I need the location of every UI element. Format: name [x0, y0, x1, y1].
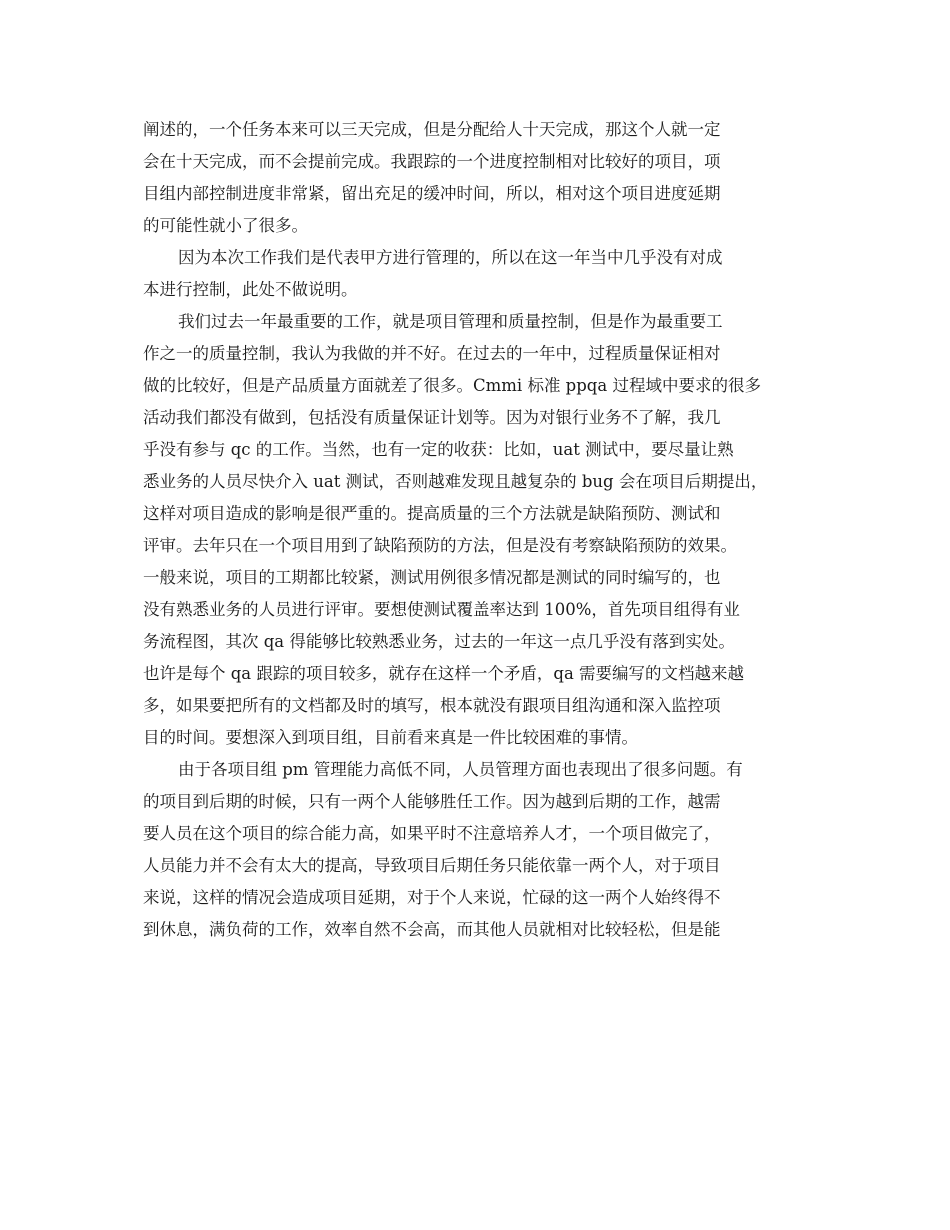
text-line: 阐述的，一个任务本来可以三天完成，但是分配给人十天完成，那这个人就一定: [143, 120, 721, 139]
text-line: 到休息，满负荷的工作，效率自然不会高，而其他人员就相对比较轻松，但是能: [143, 920, 721, 939]
document-body: [143, 114, 833, 946]
text-line: 悉业务的人员尽快介入 uat 测试，否则越难发现且越复杂的 bug 会在项目后期提出，: [143, 472, 768, 491]
text-line: 本进行控制，此处不做说明。: [143, 280, 358, 299]
paragraph: [143, 242, 833, 306]
text-line: 作之一的质量控制，我认为我做的并不好。在过去的一年中，过程质量保证相对: [143, 344, 721, 363]
text-line: 做的比较好，但是产品质量方面就差了很多。Cmmi 标准 ppqa 过程域中要求的很多: [143, 376, 761, 395]
text-line: 评审。去年只在一个项目用到了缺陷预防的方法，但是没有考察缺陷预防的效果。: [143, 536, 737, 555]
text-line: 会在十天完成，而不会提前完成。我跟踪的一个进度控制相对比较好的项目，项: [143, 152, 721, 171]
text-line: 活动我们都没有做到，包括没有质量保证计划等。因为对银行业务不了解，我几: [143, 408, 721, 427]
text-line: 的项目到后期的时候，只有一两个人能够胜任工作。因为越到后期的工作，越需: [143, 792, 721, 811]
text-line: 目组内部控制进度非常紧，留出充足的缓冲时间，所以，相对这个项目进度延期: [143, 184, 721, 203]
paragraph: [143, 754, 833, 946]
text-line: 目的时间。要想深入到项目组，目前看来真是一件比较困难的事情。: [143, 728, 638, 747]
text-line: 也许是每个 qa 跟踪的项目较多，就存在这样一个矛盾，qa 需要编写的文档越来越: [143, 664, 745, 683]
text-line: 由于各项目组 pm 管理能力高低不同，人员管理方面也表现出了很多问题。有: [178, 760, 743, 779]
text-line: 人员能力并不会有太大的提高，导致项目后期任务只能依靠一两个人，对于项目: [143, 856, 721, 875]
text-line: 因为本次工作我们是代表甲方进行管理的，所以在这一年当中几乎没有对成: [178, 248, 723, 267]
text-line: 要人员在这个项目的综合能力高，如果平时不注意培养人才，一个项目做完了，: [143, 824, 721, 843]
text-line: 我们过去一年最重要的工作，就是项目管理和质量控制，但是作为最重要工: [178, 312, 723, 331]
text-line: 务流程图，其次 qa 得能够比较熟悉业务，过去的一年这一点几乎没有落到实处。: [143, 632, 735, 651]
text-line: 一般来说，项目的工期都比较紧，测试用例很多情况都是测试的同时编写的，也: [143, 568, 721, 587]
paragraph: [143, 114, 833, 242]
text-line: 的可能性就小了很多。: [143, 216, 308, 235]
text-line: 没有熟悉业务的人员进行评审。要想使测试覆盖率达到 100%，首先项目组得有业: [143, 600, 740, 619]
text-line: 这样对项目造成的影响是很严重的。提高质量的三个方法就是缺陷预防、测试和: [143, 504, 721, 523]
text-line: 多，如果要把所有的文档都及时的填写，根本就没有跟项目组沟通和深入监控项: [143, 696, 721, 715]
text-line: 来说，这样的情况会造成项目延期，对于个人来说，忙碌的这一两个人始终得不: [143, 888, 721, 907]
paragraph: [143, 306, 833, 754]
text-line: 乎没有参与 qc 的工作。当然，也有一定的收获：比如，uat 测试中，要尽量让熟: [143, 440, 734, 459]
